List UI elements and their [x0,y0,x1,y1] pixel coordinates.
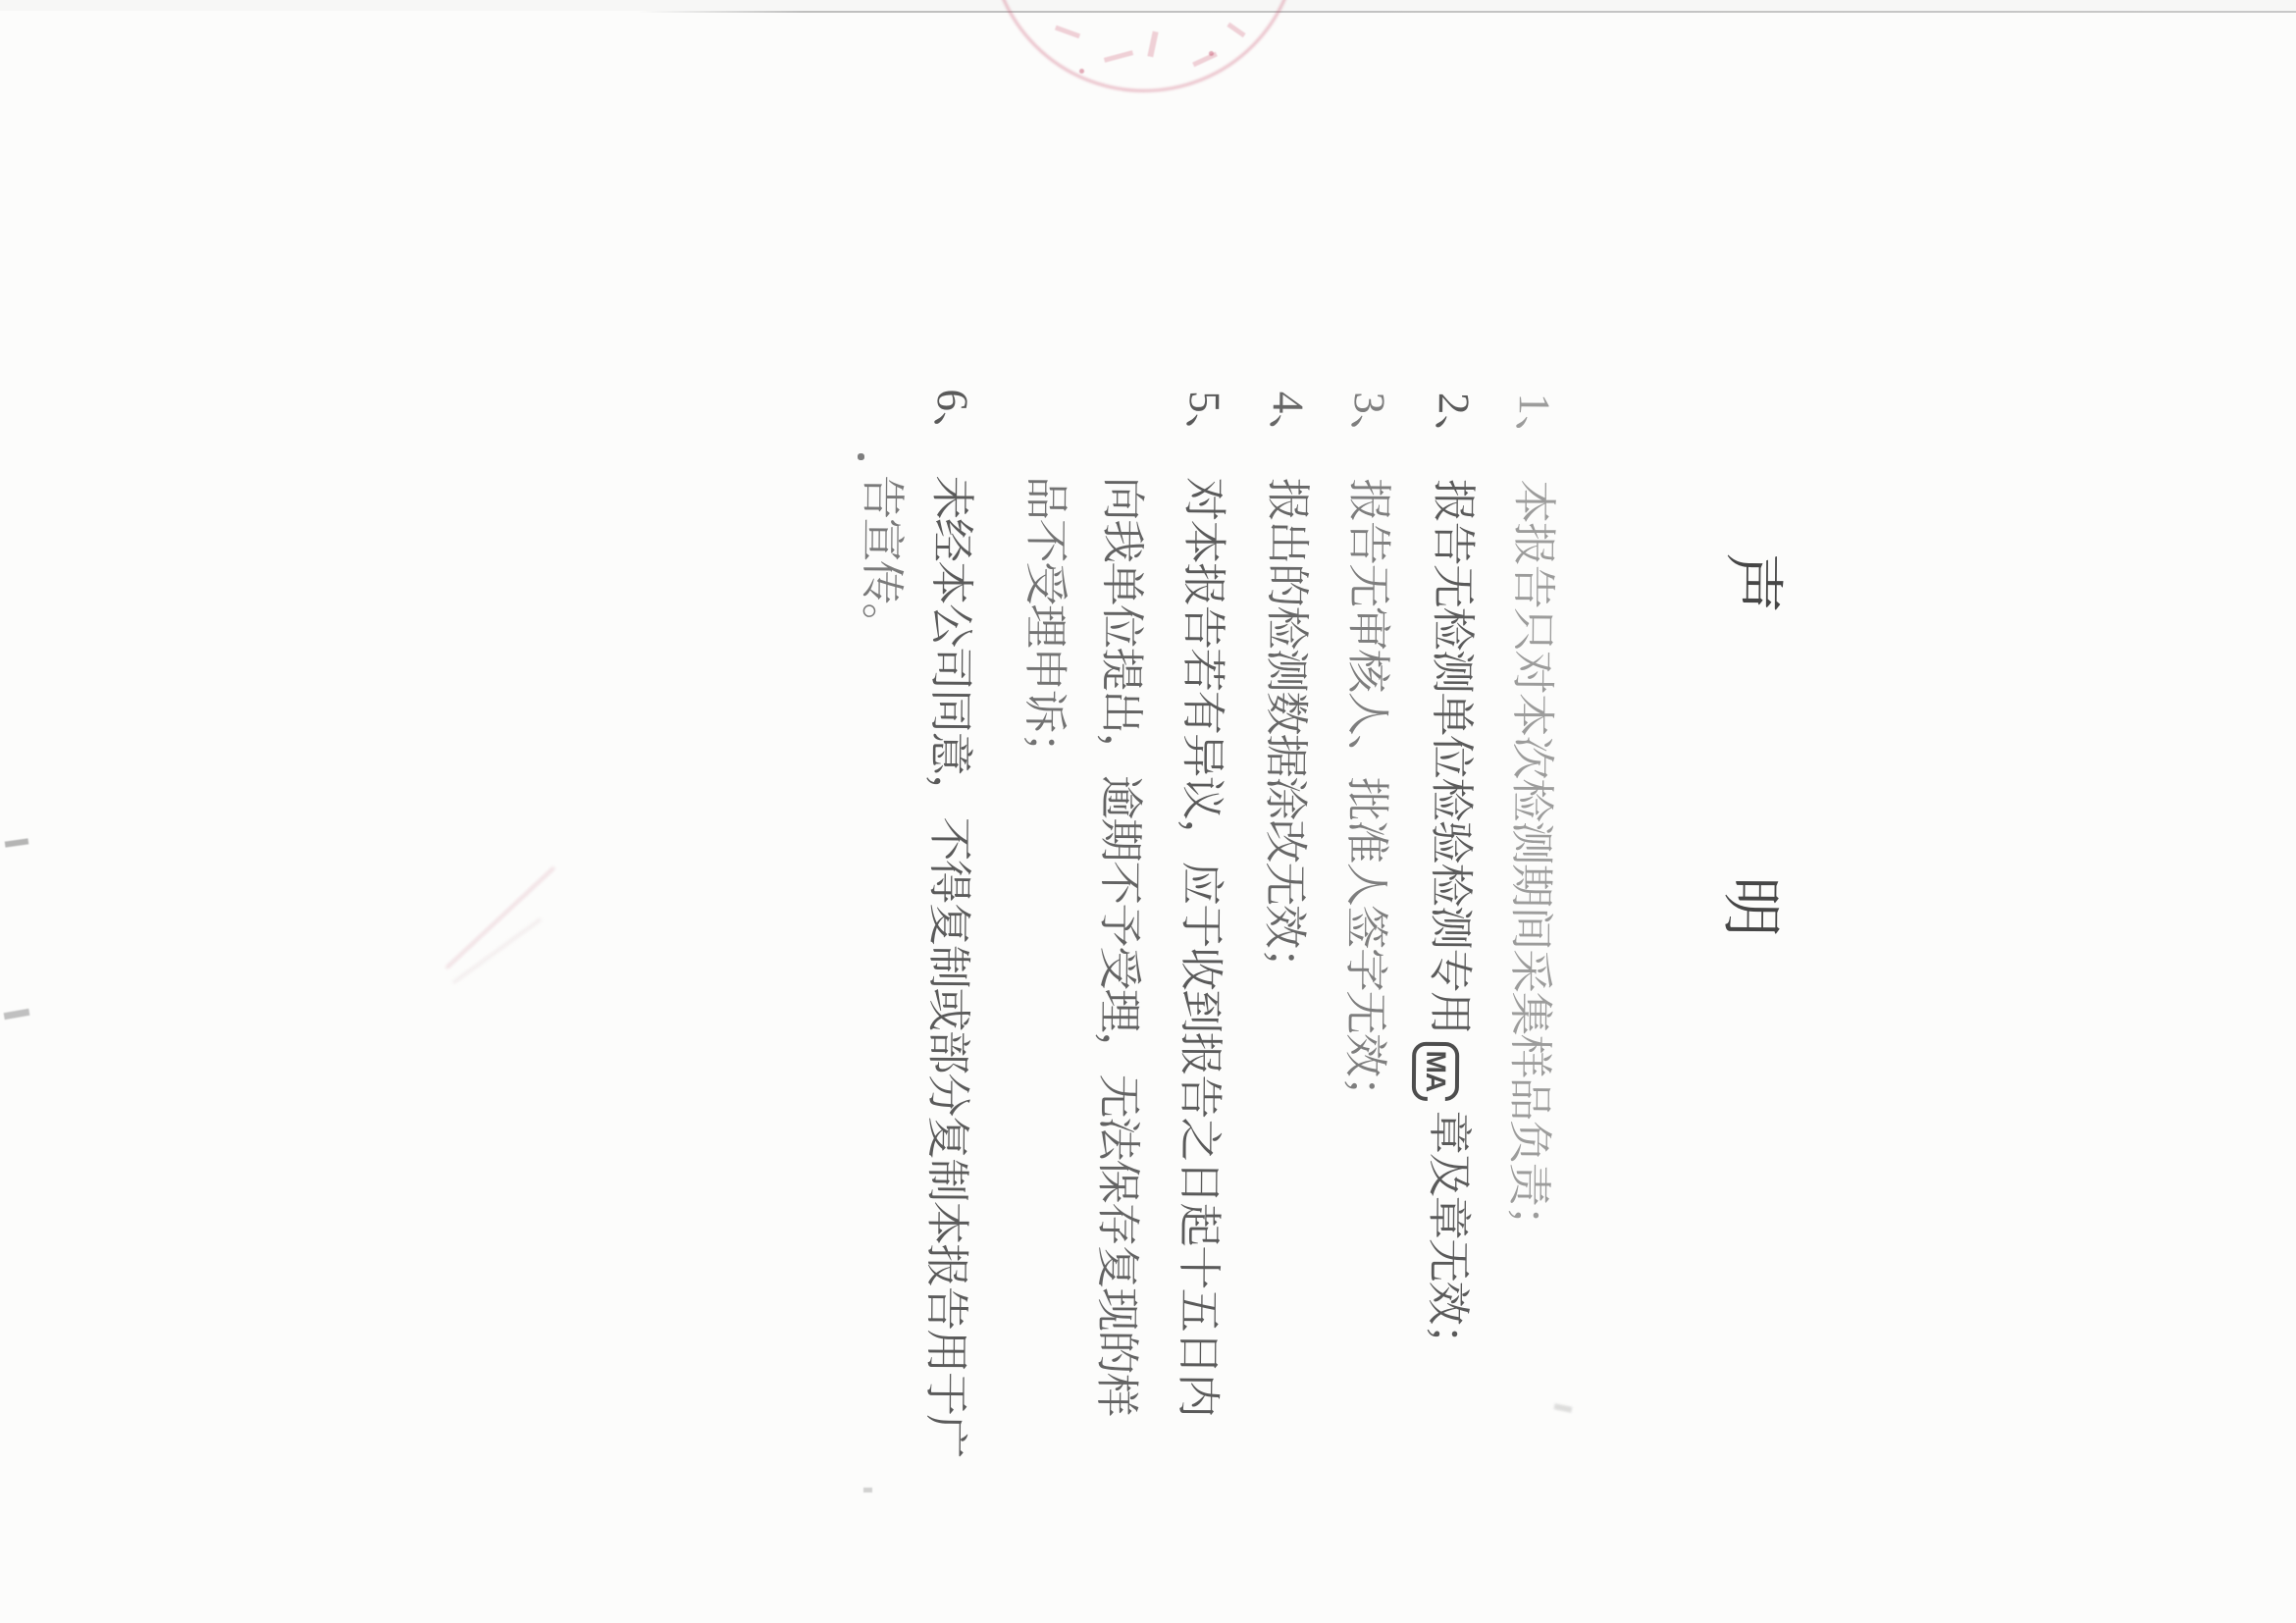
item-text: 向我单位提出，逾期不予受理，无法保存复现的样 [1091,476,1148,1416]
item-number: 1、 [1509,393,1559,460]
left-edge-mark [5,838,29,847]
red-stamp-dot [1209,51,1214,56]
declaration-title [1716,381,1786,938]
left-edge-mark [4,1009,30,1020]
red-stamp-arc [989,0,1299,92]
item-text: 本报告只对本次检测期间采集样品负责； [1503,479,1559,1248]
declaration-block [832,375,1792,1500]
item-text: 报告无检测单位检验检测专用 [1425,478,1479,1034]
item-number: 5、 [1179,391,1229,457]
declaration-item-5-continued [1019,476,1070,775]
red-stamp-dot [1079,69,1084,74]
item-number: 3、 [1344,392,1394,459]
item-text: 对本报告若有异议，应于收到报告之日起十五日内 [1173,477,1229,1417]
declaration-item-2 [1410,393,1479,1367]
declaration-item-1 [1504,393,1559,1247]
item-text: 报告无审核人、批准人签字无效； [1339,478,1394,1120]
scan-edge-line [638,11,2296,13]
item-number: 4、 [1263,391,1313,458]
item-text: 报出的检测数据涂改无效； [1259,477,1313,990]
item-text: 章及章无效； [1422,1110,1474,1367]
title-char: 声 [1718,551,1786,614]
declaration-item-6-continued [857,475,907,646]
title-char: 明 [1716,875,1784,938]
item-text: 品不受理申诉； [1019,475,1071,775]
cma-accreditation-mark [1412,1041,1459,1100]
item-text: 未经本公司同意，不得复制或部分复制本报告用于广 [920,475,977,1458]
item-number: 2、 [1429,392,1479,459]
declaration-item-4 [1260,392,1313,990]
declaration-item-5-continued [1092,476,1148,1415]
declaration-item-6 [920,389,977,1457]
declaration-item-5 [1174,391,1229,1416]
declaration-item-3 [1340,392,1394,1119]
cma-mark-label: MA [1420,1050,1452,1092]
item-text: 告宣传。 [857,474,908,647]
item-number: 6、 [927,389,977,456]
